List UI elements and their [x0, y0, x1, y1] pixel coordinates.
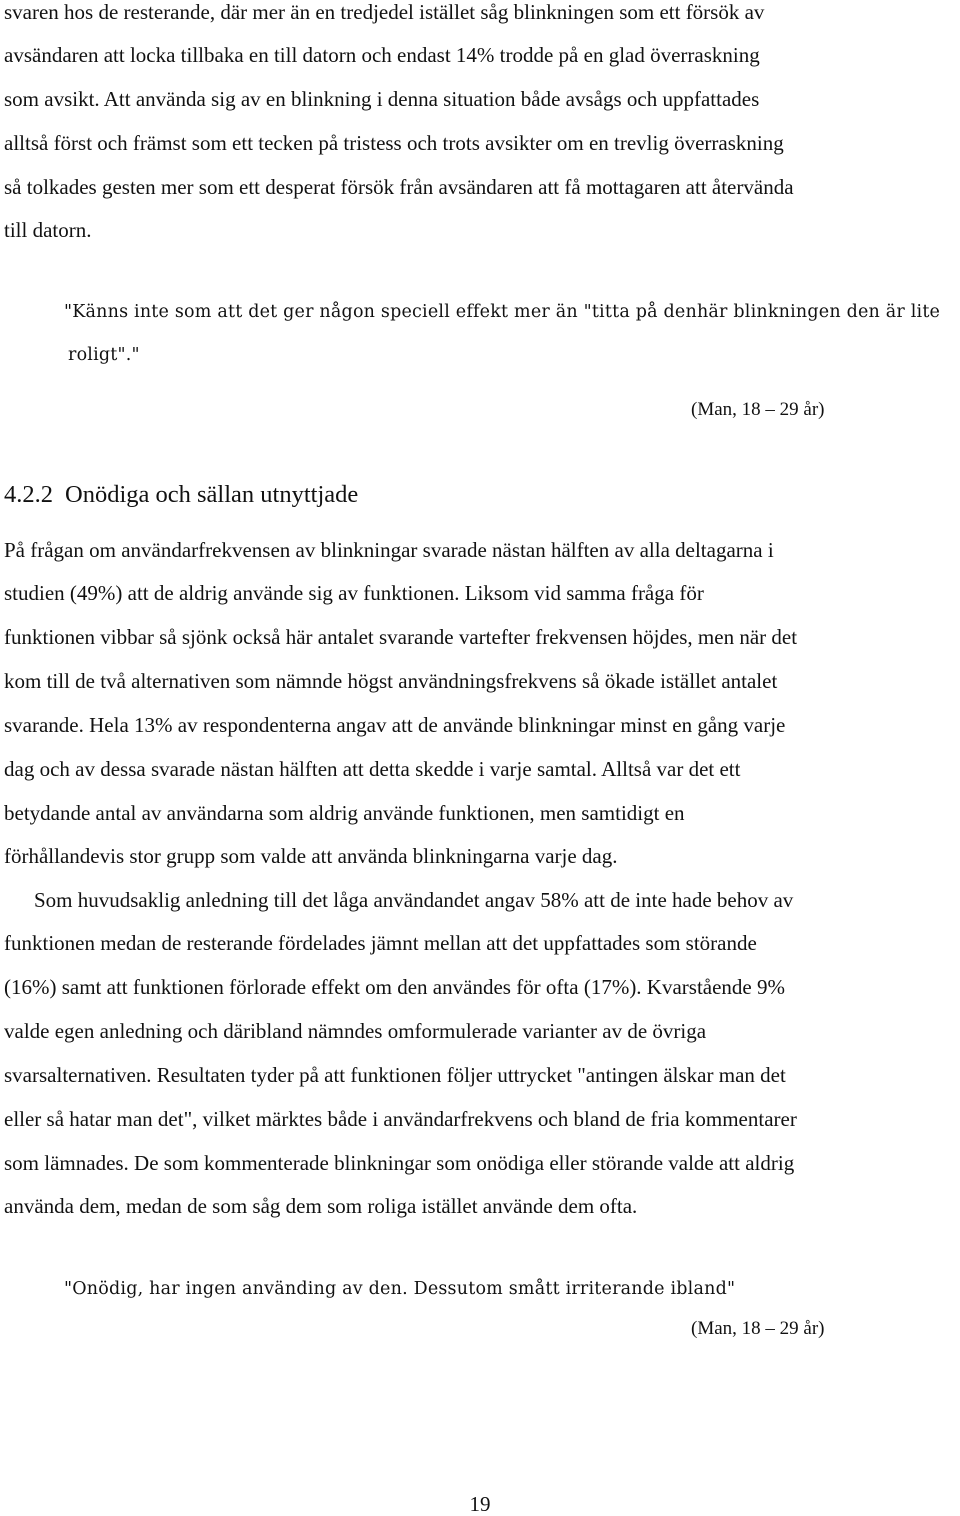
page-number: 19	[469, 1492, 491, 1516]
section-title: Onödiga och sällan utnyttjade	[65, 481, 359, 508]
text-line: som lämnades. De som kommenterade blinkningar som onödiga eller störande valde att aldrig	[4, 1151, 795, 1175]
text-line: valde egen anledning och däribland nämndes omformulerade varianter av de övriga	[4, 1019, 707, 1043]
text-line: betydande antal av användarna som aldrig använde funktionen, men samtidigt en	[4, 801, 685, 825]
quote-attribution: (Man, 18 – 29 år)	[691, 399, 825, 420]
text-line: alltså först och främst som ett tecken på tristess och trots avsikter om en trevlig överraskning	[4, 131, 784, 155]
text-line: svaren hos de resterande, där mer än en tredjedel istället såg blinkningen som ett försök av	[4, 0, 765, 24]
text-line: svarande. Hela 13% av respondenterna angav att de använde blinkningar minst en gång varje	[4, 713, 786, 737]
text-line: svarsalternativen. Resultaten tyder på att funktionen följer uttrycket "antingen älskar man det	[4, 1063, 786, 1087]
text-line: förhållandevis stor grupp som valde att använda blinkningarna varje dag.	[4, 844, 618, 868]
quote-line: roligt"."	[68, 345, 140, 365]
text-line: studien (49%) att de aldrig använde sig av funktionen. Liksom vid samma fråga för	[4, 581, 704, 605]
text-line: till datorn.	[4, 218, 92, 242]
text-line: eller så hatar man det", vilket märktes både i användarfrekvens och bland de fria kommentarer	[4, 1107, 797, 1131]
text-line: funktionen vibbar så sjönk också här antalet svarande vartefter frekvensen höjdes, men när det	[4, 625, 798, 649]
text-line: Som huvudsaklig anledning till det låga användandet angav 58% att de inte hade behov av	[34, 888, 794, 912]
text-line: På frågan om användarfrekvensen av blinkningar svarade nästan hälften av alla deltagarna i	[4, 538, 774, 562]
text-line: funktionen medan de resterande fördelades jämnt mellan att det uppfattades som störande	[4, 931, 757, 955]
text-line: så tolkades gesten mer som ett desperat försök från avsändaren att få mottagaren att återvända	[4, 175, 794, 199]
text-line: avsändaren att locka tillbaka en till datorn och endast 14% trodde på en glad överraskning	[4, 43, 760, 67]
text-line: använda dem, medan de som såg dem som roliga istället använde dem ofta.	[4, 1194, 638, 1218]
text-line: (16%) samt att funktionen förlorade effekt om den användes för ofta (17%). Kvarstående 9%	[4, 975, 785, 999]
quote-line: "Onödig, har ingen använding av den. Dessutom smått irriterande ibland"	[64, 1279, 736, 1299]
section-number: 4.2.2	[4, 481, 53, 508]
quote-attribution: (Man, 18 – 29 år)	[691, 1318, 825, 1339]
text-line: kom till de två alternativen som nämnde högst användningsfrekvens så ökade istället antalet	[4, 669, 778, 693]
text-line: dag och av dessa svarade nästan hälften att detta skedde i varje samtal. Alltså var det ett	[4, 757, 741, 781]
quote-line: "Känns inte som att det ger någon speciell effekt mer än "titta på denhär blinkningen den är lite	[64, 302, 941, 322]
text-line: som avsikt. Att använda sig av en blinkning i denna situation både avsågs och uppfattades	[4, 87, 760, 111]
section-heading	[4, 480, 358, 510]
